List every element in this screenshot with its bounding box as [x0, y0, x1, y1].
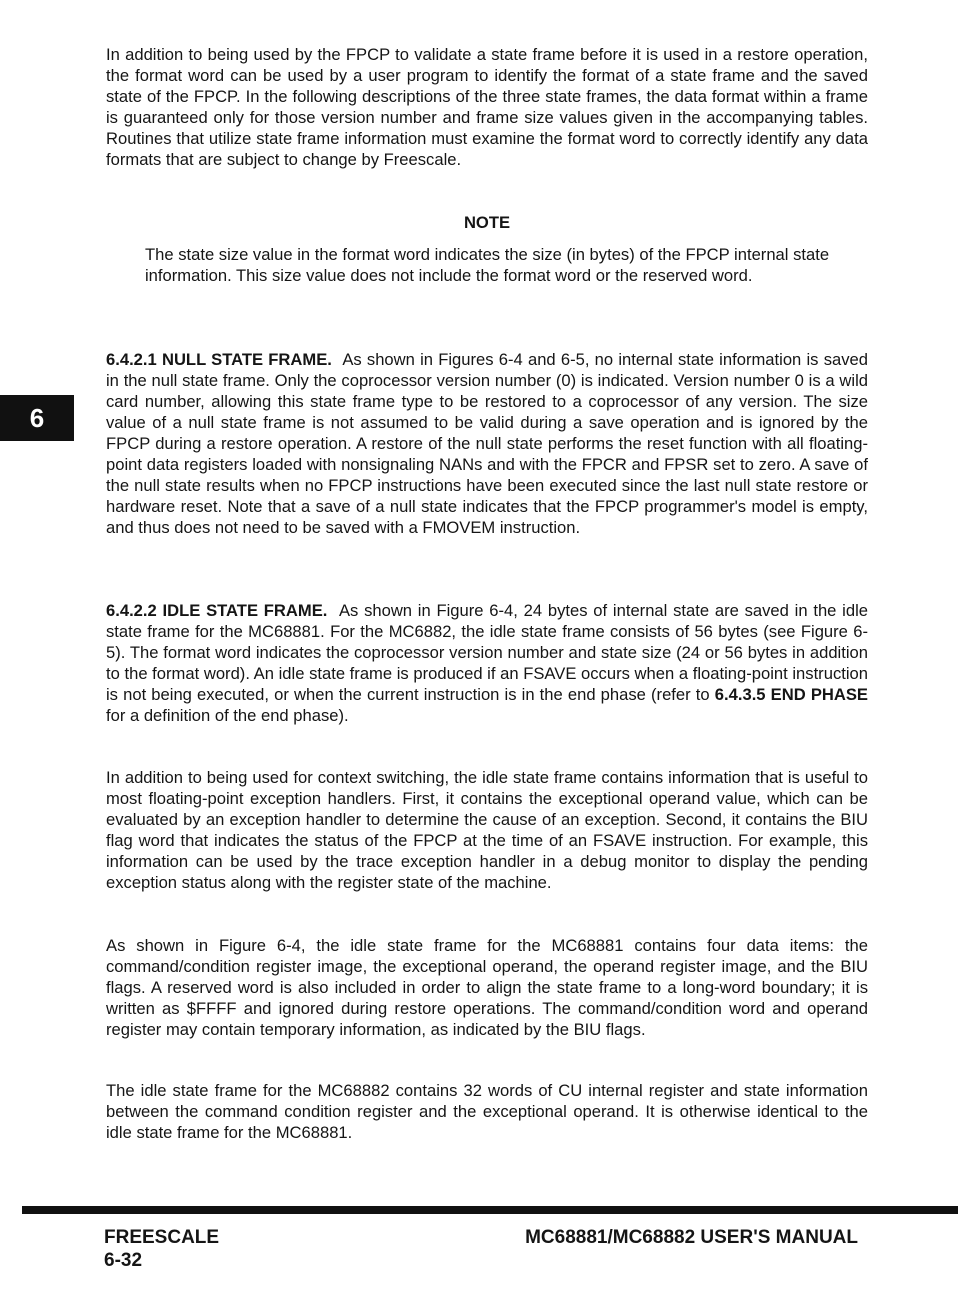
idle-state-text: As shown in Figure 6-4, 24 bytes of internal state are saved in the idle state frame for the MC68881. For the MC6882, the idle state frame consists of 56 bytes (see Figure 6-5). The format word indicates the coprocessor version number and state size (24 or 56 bytes in addition to the format word). An idle state frame is produced if an FSAVE occurs when a floating-point instruction is not being executed, or when the current instruction is in the end phase (refer to — [106, 601, 868, 704]
footer-page-number: 6-32 — [104, 1250, 143, 1271]
idle-state-section — [106, 600, 868, 726]
null-state-section — [106, 349, 868, 538]
context-switching-paragraph: In addition to being used for context switching, the idle state frame contains information that is useful to most floating-point exception handlers. First, it contains the exceptional operand value, which can be evaluated by an exception handler to determine the cause of an exception. Second, it contains the BIU flag word that indicates the status of the FPCP at the time of an FSAVE instruction. For example, this information can be used by the trace exception handler in a debug monitor to display the pending exception status along with the register state of the machine. — [106, 768, 868, 892]
idle-state-text-end: for a definition of the end phase). — [106, 706, 349, 725]
footer-divider — [22, 1206, 958, 1214]
data-items-paragraph: As shown in Figure 6-4, the idle state frame for the MC68881 contains four data items: the command/condition register image, the exceptional operand, the operand register image, and the BIU flags. A reserved word is also included in order to align the state frame to a long-word boundary; it is written as $FFFF and ignored during restore operations. The command/condition word and operand register may contain temporary information, as indicated by the BIU flags. — [106, 936, 868, 1039]
footer-company: FREESCALE — [104, 1227, 220, 1248]
chapter-tab-marker: 6 — [0, 395, 74, 441]
footer-manual-title: MC68881/MC68882 USER'S MANUAL — [525, 1227, 858, 1248]
null-state-heading: 6.4.2.1 NULL STATE FRAME. — [106, 350, 332, 369]
idle-state-heading: 6.4.2.2 IDLE STATE FRAME. — [106, 601, 328, 620]
null-state-text: As shown in Figures 6-4 and 6-5, no internal state information is saved in the null state frame. Only the coprocessor version number (0) is indicated. Version number 0 is a wild card number, allowing this state frame type to be restored to a coprocessor of any version. The size value of a null state frame is not assumed to be valid during a save operation and is ignored by the FPCP during a restore operation. A restore of the null state performs the reset function with all floating-point data registers loaded with nonsignaling NANs and with the FPCR and FPSR set to zero. A save of the null state results when no FPCP instructions have been executed since the last null state restore or hardware reset. Note that a save of a null state indicates that the FPCP programmer's model is empty, and thus does not need to be saved with a FMOVEM instruction. — [106, 350, 868, 537]
mc68882-paragraph: The idle state frame for the MC68882 contains 32 words of CU internal register and state information between the command condition register and the exceptional operand. It is otherwise identical to the idle state frame for the MC68881. — [106, 1081, 868, 1142]
intro-paragraph: In addition to being used by the FPCP to validate a state frame before it is used in a restore operation, the format word can be used by a user program to identify the format of a state frame and the saved state of the FPCP. In the following descriptions of the three state frames, the data format within a frame is guaranteed only for those version number and frame size values given in the accompanying tables. Routines that utilize state frame information must examine the format word to correctly identify any data formats that are subject to change by Freescale. — [106, 45, 868, 169]
note-title: NOTE — [463, 213, 511, 232]
end-phase-reference: 6.4.3.5 END PHASE — [714, 685, 868, 704]
note-text: The state size value in the format word indicates the size (in bytes) of the FPCP internal state information. This size value does not include the format word or the reserved word. — [145, 245, 830, 285]
footer-left — [104, 1226, 219, 1272]
